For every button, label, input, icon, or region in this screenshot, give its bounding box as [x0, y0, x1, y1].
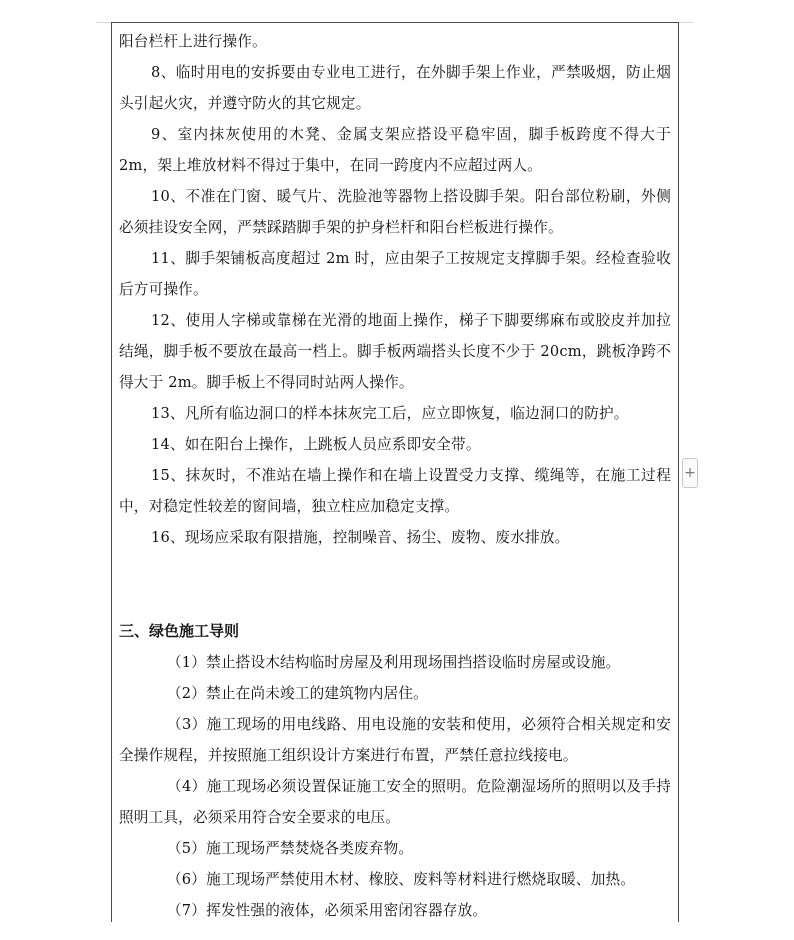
document-table-cell: [111, 22, 679, 922]
page-bottom-margin: [0, 922, 794, 940]
green-item-6: （6）施工现场严禁使用木材、橡胶、废料等材料进行燃烧取暖、加热。: [167, 871, 636, 888]
paragraph-item-15: 15、抹灰时，不准站在墙上操作和在墙上设置受力支撑、缆绳等，在施工过程中，对稳定性较差的窗间墙，独立柱应加稳定支撑。: [119, 467, 671, 515]
paragraph-item-13: 13、凡所有临边洞口的样本抹灰完工后，应立即恢复，临边洞口的防护。: [151, 405, 629, 422]
paragraph-item-10: 10、不准在门窗、暖气片、洗脸池等器物上搭设脚手架。阳台部位粉刷，外侧必须挂设安全网，严禁踩踏脚手架的护身栏杆和阳台栏板进行操作。: [119, 188, 671, 236]
green-item-4: （4）施工现场必须设置保证施工安全的照明。危险潮湿场所的照明以及手持照明工具，必须采用符合安全要求的电压。: [119, 778, 671, 826]
green-item-3: （3）施工现场的用电线路、用电设施的安装和使用，必须符合相关规定和安全操作规程，并按照施工组织设计方案进行布置，严禁任意拉线接电。: [119, 716, 671, 764]
paragraph-item-14: 14、如在阳台上操作，上跳板人员应系即安全带。: [151, 436, 481, 453]
section-heading: 三、绿色施工导则: [119, 622, 240, 640]
green-item-2: （2）禁止在尚未竣工的建筑物内居住。: [167, 685, 428, 702]
blank-space: [119, 553, 671, 616]
green-item-1: （1）禁止搭设木结构临时房屋及利用现场围挡搭设临时房屋或设施。: [167, 654, 621, 671]
paragraph-item-12: 12、使用人字梯或靠梯在光滑的地面上操作，梯子下脚要绑麻布或胶皮并加拉结绳，脚手板不要放在最高一档上。脚手板两端搭头长度不少于 20cm，跳板净跨不得大于 2m。脚手板上不得同时站两人操作。: [119, 312, 671, 391]
page-top-rule: [96, 0, 694, 23]
paragraph-item-9: 9、室内抹灰使用的木凳、金属支架应搭设平稳牢固，脚手板跨度不得大于2m，架上堆放材料不得过于集中，在同一跨度内不应超过两人。: [119, 126, 671, 174]
plus-icon: +: [684, 465, 696, 481]
paragraph-item-11: 11、脚手架铺板高度超过 2m 时，应由架子工按规定支撑脚手架。经检查验收后方可操作。: [119, 250, 671, 298]
add-row-button[interactable]: [682, 458, 698, 488]
paragraph-item-8: 8、临时用电的安拆要由专业电工进行，在外脚手架上作业，严禁吸烟，防止烟头引起火灾，并遵守防火的其它规定。: [119, 64, 671, 112]
green-item-7: （7）挥发性强的液体，必须采用密闭容器存放。: [167, 902, 488, 919]
paragraph-item-16: 16、现场应采取有限措施，控制噪音、扬尘、废物、废水排放。: [151, 529, 570, 546]
paragraph-continued: 阳台栏杆上进行操作。: [119, 33, 267, 50]
green-item-5: （5）施工现场严禁焚烧各类废弃物。: [167, 840, 414, 857]
